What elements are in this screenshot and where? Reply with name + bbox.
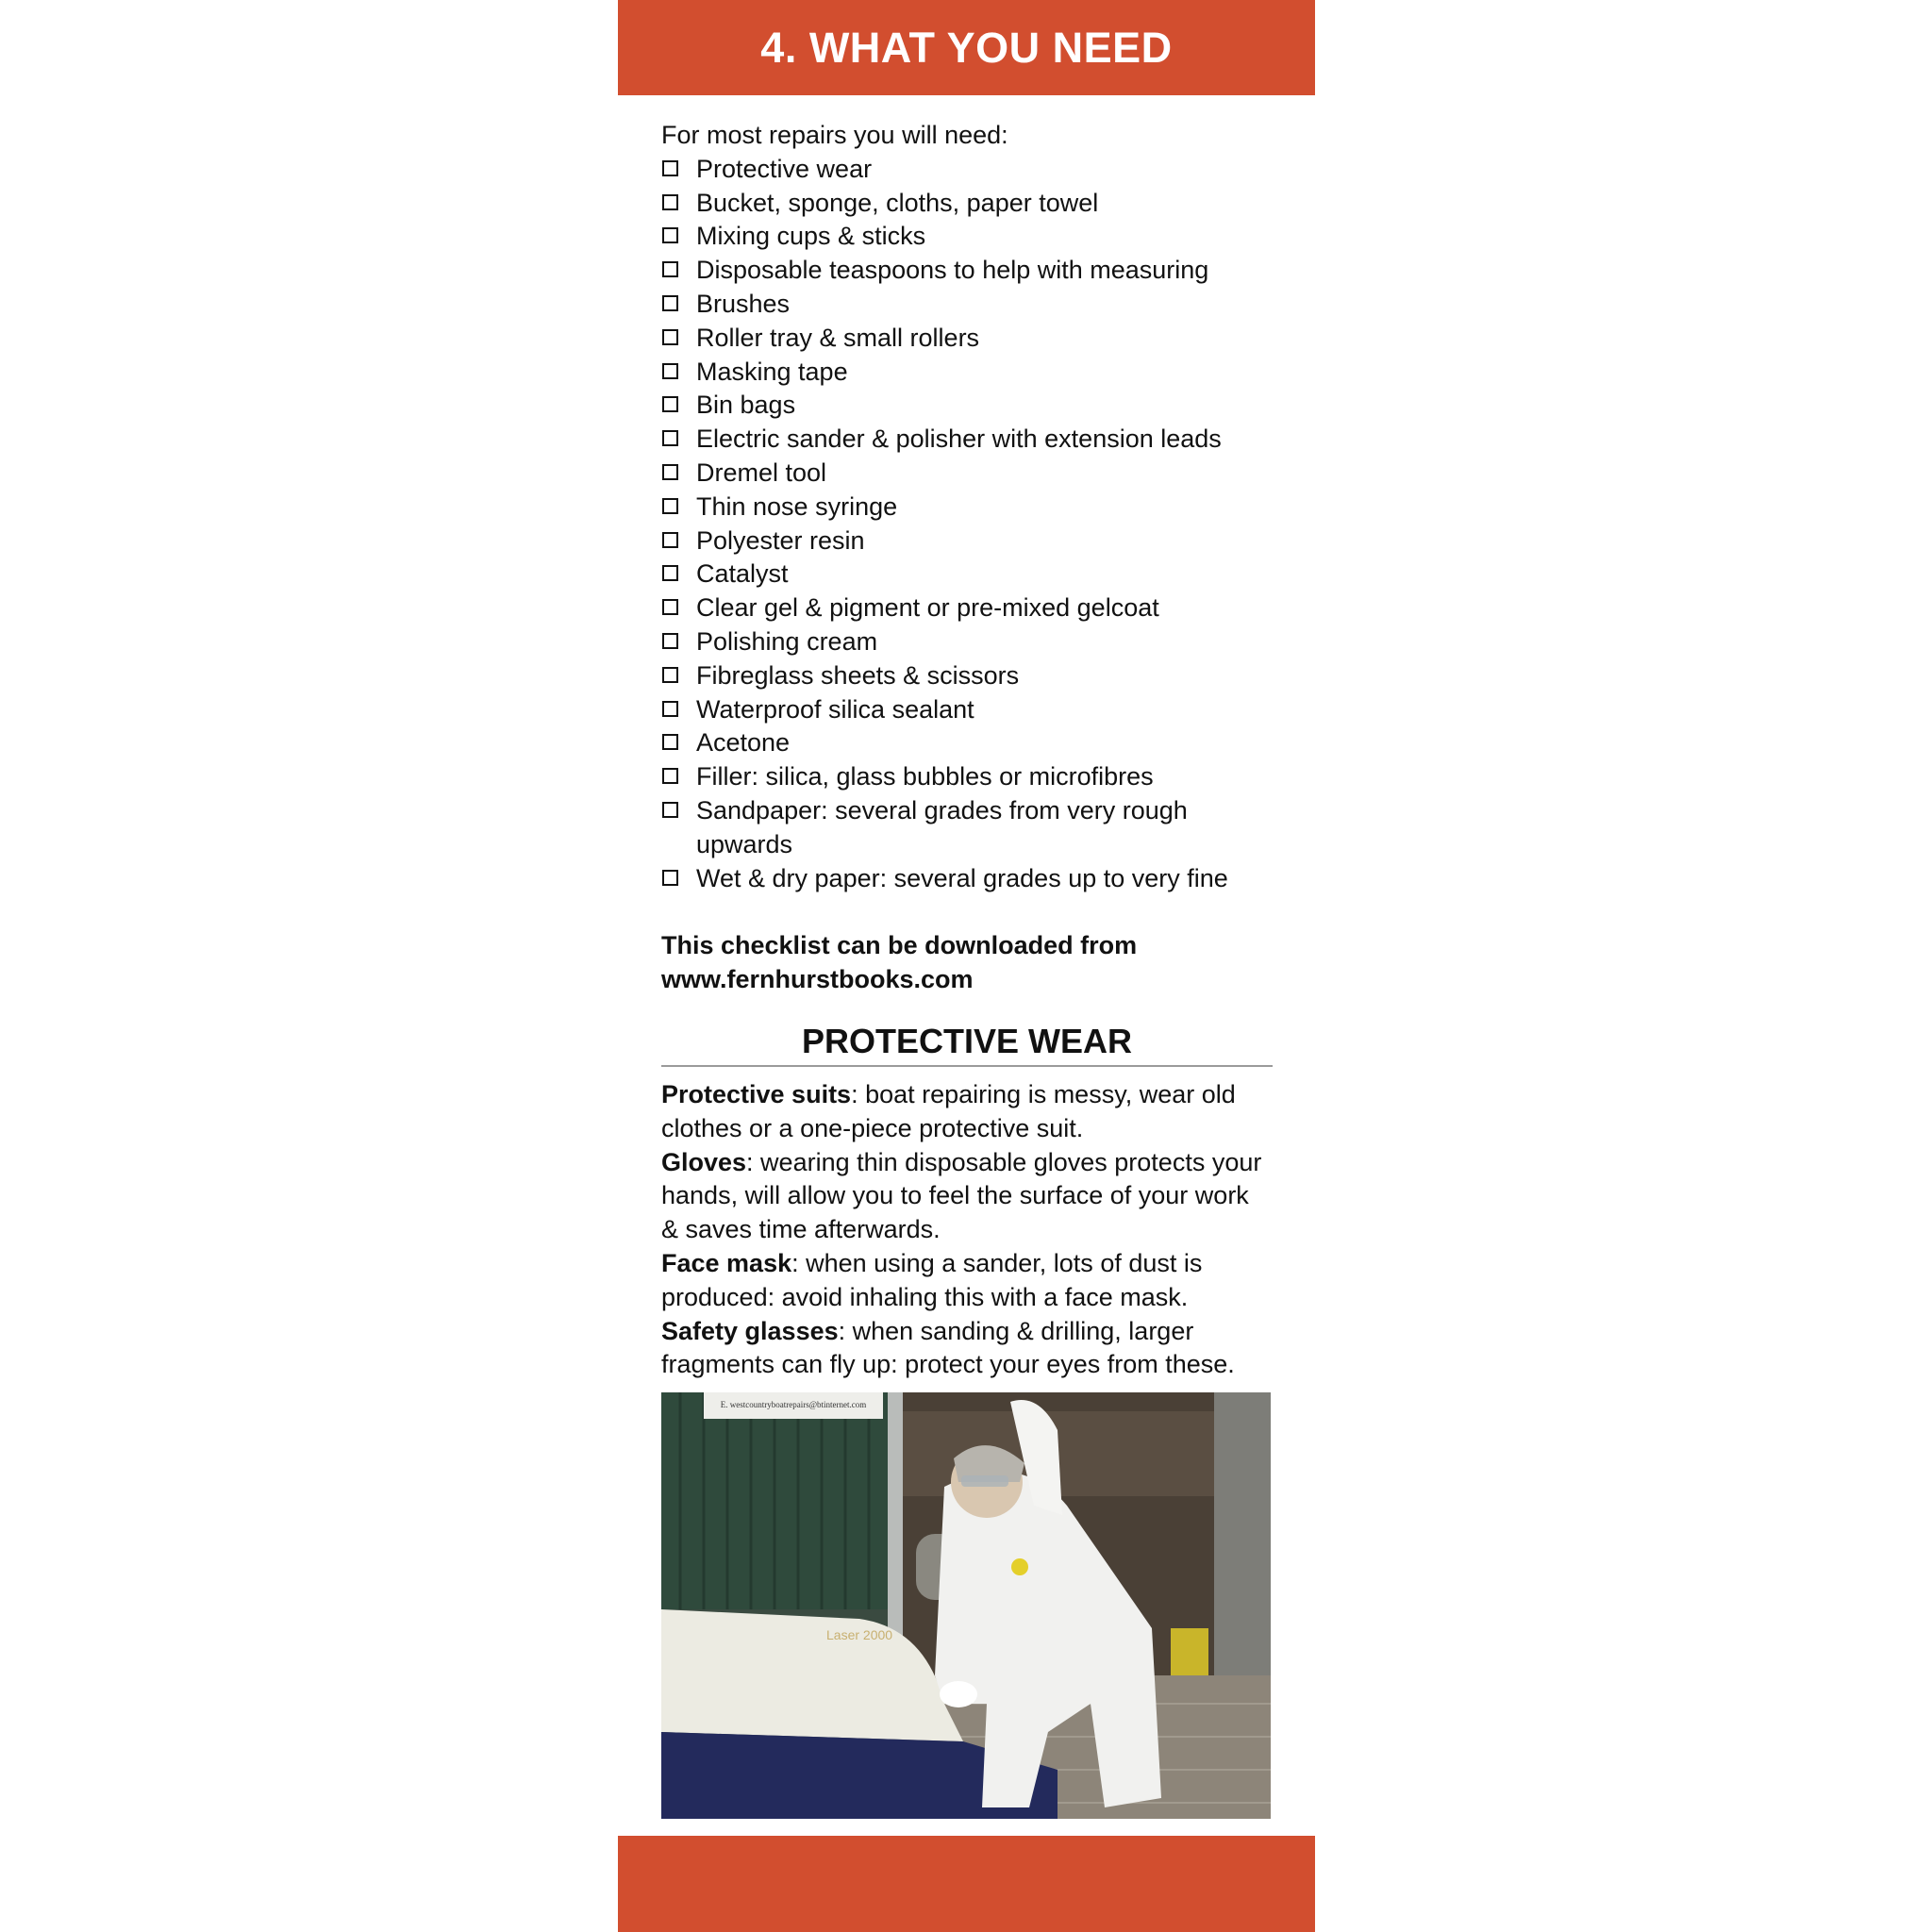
checklist-item: Disposable teaspoons to help with measuring — [661, 254, 1273, 288]
checklist-item: Fibreglass sheets & scissors — [661, 659, 1273, 693]
checkbox-icon — [662, 363, 678, 379]
checkbox-icon — [662, 160, 678, 176]
checkbox-icon — [662, 667, 678, 683]
checkbox-icon — [662, 768, 678, 784]
checkbox-icon — [662, 498, 678, 514]
checklist-item: Brushes — [661, 288, 1273, 322]
checklist-item: Thin nose syringe — [661, 491, 1273, 525]
checklist-item: Wet & dry paper: several grades up to very fine — [661, 862, 1273, 896]
intro-text: For most repairs you will need: — [661, 121, 1008, 149]
protective-wear-list — [661, 1078, 1273, 1382]
checkbox-icon — [662, 430, 678, 446]
download-link[interactable]: www.fernhurstbooks.com — [661, 965, 974, 994]
suit-badge — [1011, 1558, 1028, 1575]
checklist-item: Clear gel & pigment or pre-mixed gelcoat — [661, 591, 1273, 625]
checkbox-icon — [662, 599, 678, 615]
checklist-item: Sandpaper: several grades from very rough upwards — [661, 794, 1224, 862]
page-column — [618, 0, 1315, 1932]
checklist-item: Roller tray & small rollers — [661, 322, 1273, 356]
checkbox-icon — [662, 565, 678, 581]
checkbox-icon — [662, 633, 678, 649]
checklist-item: Bin bags — [661, 389, 1273, 423]
hull-logo: Laser 2000 — [826, 1627, 893, 1642]
checkbox-icon — [662, 227, 678, 243]
checkbox-icon — [662, 396, 678, 412]
checkbox-icon — [662, 870, 678, 886]
checklist-item: Polyester resin — [661, 525, 1273, 558]
checkbox-icon — [662, 295, 678, 311]
wear-item-gloves: Gloves: wearing thin disposable gloves protects your hands, will allow you to feel the surface of your work & saves time afterwards. — [661, 1147, 1262, 1244]
wear-item-safety-glasses: Safety glasses: when sanding & drilling, larger fragments can fly up: protect your eyes from these. — [661, 1316, 1235, 1379]
checklist-item: Waterproof silica sealant — [661, 693, 1273, 727]
download-note: This checklist can be downloaded from www.fernhurstbooks.com — [661, 931, 1138, 994]
checklist-item: Masking tape — [661, 356, 1273, 390]
checklist-item: Mixing cups & sticks — [661, 220, 1273, 254]
sign-text: E. westcountryboatrepairs@btinternet.com — [720, 1400, 867, 1409]
checkbox-icon — [662, 734, 678, 750]
checklist-item: Dremel tool — [661, 457, 1273, 491]
checklist-item: Polishing cream — [661, 625, 1273, 659]
safety-glasses — [961, 1475, 1008, 1487]
wear-item-face-mask: Face mask: when using a sander, lots of dust is produced: avoid inhaling this with a face mask. — [661, 1248, 1203, 1311]
gloved-hand — [940, 1681, 977, 1707]
checkbox-icon — [662, 329, 678, 345]
checklist-item: Acetone — [661, 726, 1273, 760]
section-title: 4. WHAT YOU NEED — [760, 23, 1173, 72]
footer-band — [618, 1836, 1315, 1932]
checkbox-icon — [662, 532, 678, 548]
checkbox-icon — [662, 701, 678, 717]
checkbox-icon — [662, 261, 678, 277]
checklist-item: Electric sander & polisher with extension leads — [661, 423, 1273, 457]
photo-repair-worker — [661, 1392, 1271, 1819]
checklist — [661, 153, 1273, 896]
checklist-item: Filler: silica, glass bubbles or microfibres — [661, 760, 1273, 794]
checklist-item: Bucket, sponge, cloths, paper towel — [661, 187, 1273, 221]
protective-wear-heading: PROTECTIVE WEAR — [661, 1020, 1273, 1067]
wear-item-suits: Protective suits: boat repairing is messy, wear old clothes or a one-piece protective suit. — [661, 1079, 1236, 1142]
checkbox-icon — [662, 464, 678, 480]
right-wall — [1214, 1392, 1271, 1713]
photo-illustration — [661, 1392, 1271, 1819]
door-frame — [888, 1392, 903, 1657]
checklist-item: Protective wear — [661, 153, 1273, 187]
checkbox-icon — [662, 802, 678, 818]
section-header — [618, 0, 1315, 95]
checklist-item: Catalyst — [661, 558, 1273, 591]
checkbox-icon — [662, 194, 678, 210]
content — [661, 119, 1273, 1382]
